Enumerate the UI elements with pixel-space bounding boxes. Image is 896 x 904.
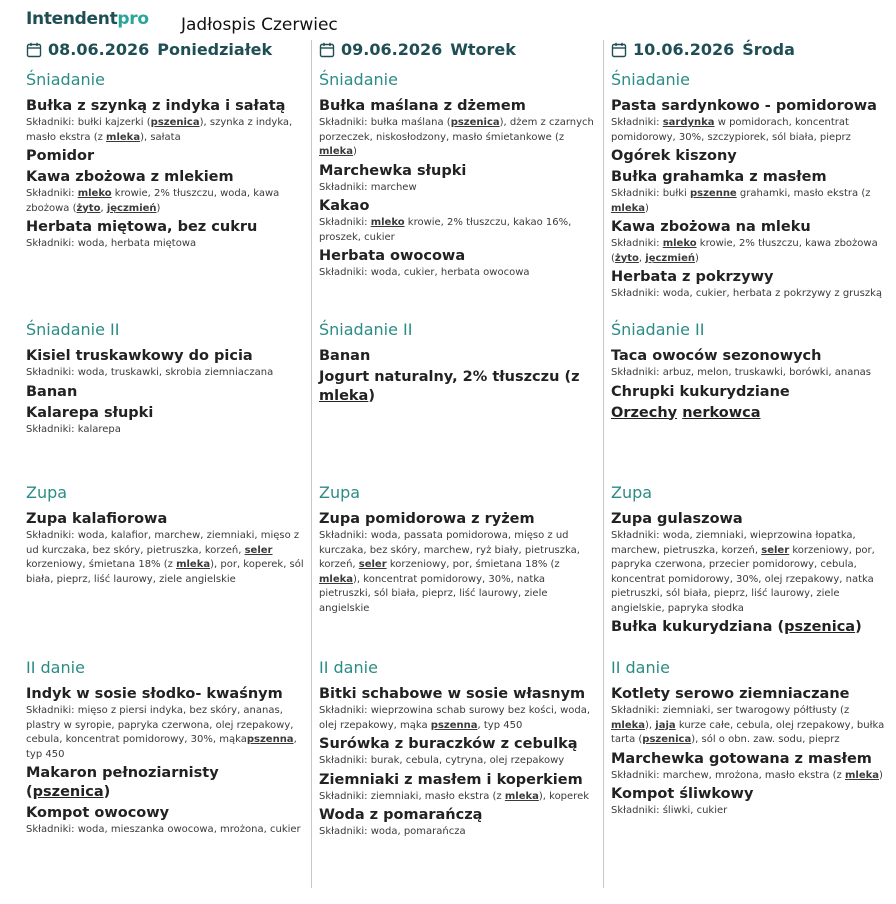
allergen: Orzechy bbox=[611, 404, 678, 421]
dish-ingredients: Składniki: marchew bbox=[319, 181, 417, 193]
ingredients-label: Składniki: bbox=[319, 217, 371, 228]
day-column bbox=[319, 40, 597, 888]
allergen: mleka bbox=[319, 388, 369, 404]
dish-name: Kakao bbox=[319, 198, 370, 214]
ingredients-label: Składniki: bbox=[611, 288, 663, 299]
dish-ingredients: Składniki: kalarepa bbox=[26, 423, 121, 435]
dish-ingredients: Składniki: burak, cebula, cytryna, olej rzepakowy bbox=[319, 755, 565, 766]
dish-name: Marchewka gotowana z masłem bbox=[611, 750, 872, 767]
meal-dish-list bbox=[319, 683, 597, 842]
allergen: seler bbox=[244, 544, 273, 556]
column-divider bbox=[603, 40, 604, 888]
allergen: nerkowca bbox=[682, 404, 761, 421]
allergen: jaja bbox=[655, 719, 676, 731]
dish-name: Herbata owocowa bbox=[319, 248, 466, 264]
day-weekday: Poniedziałek bbox=[157, 40, 273, 59]
dish-ingredients: Składniki: ziemniaki, masło ekstra (z mleka), koperek bbox=[319, 790, 590, 802]
dish-name: Kalarepa słupki bbox=[26, 404, 154, 421]
allergen: pszenica bbox=[784, 619, 856, 635]
ingredients-label: Składniki: bbox=[319, 790, 371, 802]
day-header bbox=[26, 40, 272, 59]
day-header bbox=[611, 40, 795, 59]
meal-dish-list bbox=[319, 345, 597, 406]
allergen: pszenica bbox=[32, 784, 104, 800]
allergen: seler bbox=[358, 559, 387, 570]
dish-ingredients: Składniki: bułki pszenne grahamki, masło ekstra (z mleka) bbox=[611, 188, 871, 214]
meal-dish-list bbox=[26, 95, 304, 254]
dish-name: Herbata miętowa, bez cukru bbox=[26, 219, 258, 235]
meal-heading: Zupa bbox=[319, 483, 361, 502]
dish-name: Makaron pełnoziarnisty (pszenica) bbox=[26, 765, 219, 800]
dish-name: Chrupki kukurydziane bbox=[611, 383, 790, 400]
dish-name: Banan bbox=[26, 383, 78, 400]
allergen: żyto bbox=[76, 202, 101, 214]
day-date: 09.06.2026 bbox=[341, 40, 443, 59]
dish-name: Bułka kukurydziana (pszenica) bbox=[611, 619, 862, 635]
meal-heading: II danie bbox=[26, 658, 85, 677]
meal-dish-list bbox=[319, 95, 597, 283]
ingredients-label: Składniki: bbox=[319, 267, 371, 278]
dish-name: Kawa zbożowa z mlekiem bbox=[26, 169, 234, 185]
dish-ingredients: Składniki: woda, herbata miętowa bbox=[26, 238, 197, 249]
dish-name: Kompot śliwkowy bbox=[611, 786, 754, 802]
ingredients-label: Składniki: bbox=[319, 705, 371, 716]
meal-heading: II danie bbox=[319, 658, 378, 677]
dish-ingredients: Składniki: śliwki, cukier bbox=[611, 805, 728, 816]
dish-name: Pasta sardynkowo - pomidorowa bbox=[611, 98, 877, 114]
dish-name: Bułka z szynką z indyka i sałatą bbox=[26, 98, 286, 114]
dish-name: Ziemniaki z masłem i koperkiem bbox=[319, 771, 583, 788]
meal-heading: Zupa bbox=[26, 483, 68, 502]
ingredients-label: Składniki: bbox=[319, 755, 371, 766]
ingredients-label: Składniki: bbox=[611, 805, 663, 816]
allergen: mleko bbox=[370, 217, 405, 228]
dish-name: Pomidor bbox=[26, 148, 95, 164]
dish-ingredients: Składniki: woda, cukier, herbata owocowa bbox=[319, 267, 530, 278]
day-weekday: Wtorek bbox=[450, 40, 516, 59]
allergen: mleka bbox=[611, 202, 646, 214]
dish-ingredients: Składniki: ziemniaki, ser twarogowy półtłusty (z mleka), jaja kurze całe, cebula, olej rzepakowy, bułka tarta (pszenica), sól o obn. zaw. sodu, pieprz bbox=[611, 705, 885, 745]
dish-name: Bitki schabowe w sosie własnym bbox=[319, 686, 586, 702]
dish-ingredients: Składniki: mleko krowie, 2% tłuszczu, woda, kawa zbożowa (żyto, jęczmień) bbox=[26, 188, 280, 214]
ingredients-label: Składniki: bbox=[319, 530, 371, 541]
day-date: 08.06.2026 bbox=[48, 40, 150, 59]
brand-name-pro: pro bbox=[117, 9, 149, 29]
allergen: mleka bbox=[176, 559, 211, 570]
dish-name: Bułka maślana z dżemem bbox=[319, 98, 526, 114]
dish-ingredients: Składniki: woda, truskawki, skrobia ziemniaczana bbox=[26, 367, 274, 378]
allergen: mleka bbox=[844, 769, 879, 781]
allergen: pszenna bbox=[430, 719, 478, 731]
column-divider bbox=[311, 40, 312, 888]
allergen: pszenica bbox=[450, 117, 500, 128]
meal-heading: Śniadanie II bbox=[319, 320, 413, 339]
allergen: jęczmień bbox=[106, 202, 157, 214]
ingredients-label: Składniki: bbox=[319, 181, 371, 193]
allergen: sardynka bbox=[662, 117, 715, 128]
meal-dish-list bbox=[26, 683, 304, 840]
ingredients-label: Składniki: bbox=[611, 769, 663, 781]
dish-name: Kawa zbożowa na mleku bbox=[611, 219, 811, 235]
dish-ingredients: Składniki: mleko krowie, 2% tłuszczu, kakao 16%, proszek, cukier bbox=[319, 217, 572, 243]
ingredients-label: Składniki: bbox=[611, 238, 663, 249]
allergen: pszenica bbox=[642, 734, 692, 745]
ingredients-label: Składniki: bbox=[26, 188, 78, 199]
dish-name: Zupa kalafiorowa bbox=[26, 511, 168, 527]
dish-name: Bułka grahamka z masłem bbox=[611, 169, 827, 185]
dish-name: Surówka z buraczków z cebulką bbox=[319, 736, 578, 752]
ingredients-label: Składniki: bbox=[26, 705, 78, 716]
day-date: 10.06.2026 bbox=[633, 40, 735, 59]
dish-name: Taca owoców sezonowych bbox=[611, 348, 822, 364]
calendar-icon bbox=[26, 42, 42, 58]
dish-ingredients: Składniki: sardynka w pomidorach, koncentrat pomidorowy, 30%, szczypiorek, sól biała, pieprz bbox=[611, 117, 851, 143]
dish-ingredients: Składniki: woda, mieszanka owocowa, mrożona, cukier bbox=[26, 824, 301, 835]
ingredients-label: Składniki: bbox=[26, 824, 78, 835]
calendar-icon bbox=[611, 42, 627, 58]
dish-name: Indyk w sosie słodko- kwaśnym bbox=[26, 686, 283, 702]
allergen: mleka bbox=[319, 146, 354, 157]
allergen: mleka bbox=[106, 131, 141, 143]
meal-dish-list bbox=[319, 508, 597, 618]
dish-name: Zupa pomidorowa z ryżem bbox=[319, 511, 535, 527]
allergen: pszenna bbox=[246, 734, 294, 745]
dish-ingredients: Składniki: woda, pomarańcza bbox=[319, 826, 466, 837]
ingredients-label: Składniki: bbox=[611, 367, 663, 378]
allergen: mleko bbox=[662, 238, 697, 249]
allergen: mleka bbox=[504, 790, 539, 802]
meal-heading: Śniadanie bbox=[319, 70, 398, 89]
ingredients-label: Składniki: bbox=[319, 826, 371, 837]
ingredients-label: Składniki: bbox=[26, 117, 78, 128]
allergen: jęczmień bbox=[645, 252, 695, 264]
dish-ingredients: Składniki: woda, kalafior, marchew, ziemniaki, mięso z ud kurczaka, bez skóry, pietruszka, korzeń, seler korzeniowy, śmietana 18% (z mleka), por, koperek, sól biała, pieprz, liść laurowy, ziele angielskie bbox=[26, 530, 304, 585]
ingredients-label: Składniki: bbox=[26, 530, 78, 541]
day-header bbox=[319, 40, 516, 59]
allergen: mleko bbox=[77, 188, 112, 199]
dish-name: Ogórek kiszony bbox=[611, 148, 737, 164]
meal-dish-list bbox=[26, 345, 304, 439]
dish-name: Marchewka słupki bbox=[319, 162, 467, 179]
dish-name: Herbata z pokrzywy bbox=[611, 269, 774, 285]
brand-logo bbox=[26, 9, 149, 29]
ingredients-label: Składniki: bbox=[611, 117, 663, 128]
meal-heading: II danie bbox=[611, 658, 670, 677]
ingredients-label: Składniki: bbox=[26, 367, 78, 378]
ingredients-label: Składniki: bbox=[611, 188, 663, 199]
ingredients-label: Składniki: bbox=[319, 117, 371, 128]
day-weekday: Środa bbox=[742, 40, 795, 59]
allergen: pszenne bbox=[689, 188, 737, 199]
allergen: seler bbox=[761, 544, 790, 556]
allergen: mleka bbox=[611, 719, 646, 731]
dish-ingredients: Składniki: marchew, mrożona, masło ekstra (z mleka) bbox=[611, 769, 883, 781]
dish-ingredients: Składniki: woda, cukier, herbata z pokrzywy z gruszką bbox=[611, 288, 883, 299]
dish-name: Kisiel truskawkowy do picia bbox=[26, 348, 253, 364]
page-title: Jadłospis Czerwiec bbox=[181, 15, 338, 35]
dish-name: Banan bbox=[319, 348, 371, 364]
meal-heading: Śniadanie bbox=[26, 70, 105, 89]
calendar-icon bbox=[319, 42, 335, 58]
allergen: mleka bbox=[319, 573, 354, 585]
meal-dish-list bbox=[611, 508, 891, 637]
dish-ingredients: Składniki: wieprzowina schab surowy bez kości, woda, olej rzepakowy, mąka pszenna, typ 450 bbox=[319, 705, 591, 731]
dish-ingredients: Składniki: bułka maślana (pszenica), dżem z czarnych porzeczek, niskosłodzony, masło śmietankowe (z mleka) bbox=[319, 117, 594, 157]
day-column bbox=[611, 40, 891, 888]
dish-name: Jogurt naturalny, 2% tłuszczu (z mleka) bbox=[319, 369, 580, 404]
meal-dish-list bbox=[611, 683, 891, 821]
dish-name: Kotlety serowo ziemniaczane bbox=[611, 686, 850, 702]
dish-name bbox=[611, 404, 891, 423]
ingredients-label: Składniki: bbox=[611, 530, 663, 541]
allergen: żyto bbox=[614, 252, 639, 264]
dish-ingredients: Składniki: mięso z piersi indyka, bez skóry, ananas, plastry w syropie, papryka czerwona, olej rzepakowy, cebula, koncentrat pomidorowy, 30%, mąkapszenna, typ 450 bbox=[26, 705, 297, 760]
ingredients-label: Składniki: bbox=[26, 238, 78, 249]
meal-heading: Śniadanie II bbox=[26, 320, 120, 339]
ingredients-label: Składniki: bbox=[26, 423, 78, 435]
dish-ingredients: Składniki: mleko krowie, 2% tłuszczu, kawa zbożowa (żyto, jęczmień) bbox=[611, 238, 878, 264]
meal-dish-list bbox=[26, 508, 304, 589]
day-column bbox=[26, 40, 304, 888]
dish-name: Zupa gulaszowa bbox=[611, 511, 743, 527]
meal-dish-list bbox=[611, 345, 891, 423]
brand-name-main: Intendent bbox=[26, 9, 118, 29]
dish-ingredients: Składniki: bułki kajzerki (pszenica), szynka z indyka, masło ekstra (z mleka), sałata bbox=[26, 117, 293, 143]
meal-heading: Śniadanie II bbox=[611, 320, 705, 339]
dish-ingredients: Składniki: woda, ziemniaki, wieprzowina łopatka, marchew, pietruszka, korzeń, seler korzeniowy, por, papryka czerwona, przecier pomidorowy, cebula, koncentrat pomidorowy, 30%, olej rzepakowy, natka pietruszki, sól biała, pieprz, liść laurowy, ziele angielskie, papryka słodka bbox=[611, 530, 875, 614]
dish-ingredients: Składniki: arbuz, melon, truskawki, borówki, ananas bbox=[611, 367, 871, 378]
meal-heading: Zupa bbox=[611, 483, 653, 502]
meal-heading: Śniadanie bbox=[611, 70, 690, 89]
dish-name: Kompot owocowy bbox=[26, 805, 170, 821]
ingredients-label: Składniki: bbox=[611, 705, 663, 716]
dish-name: Woda z pomarańczą bbox=[319, 807, 483, 823]
allergen: pszenica bbox=[150, 117, 200, 128]
dish-ingredients: Składniki: woda, passata pomidorowa, mięso z ud kurczaka, bez skóry, marchew, ryż biały, pietruszka, korzeń, seler korzeniowy, por, śmietana 18% (z mleka), koncentrat pomidorowy, 30%, natka pietruszki, sól biała, pieprz, liść laurowy, ziele angielskie bbox=[319, 530, 580, 614]
meal-dish-list bbox=[611, 95, 891, 304]
